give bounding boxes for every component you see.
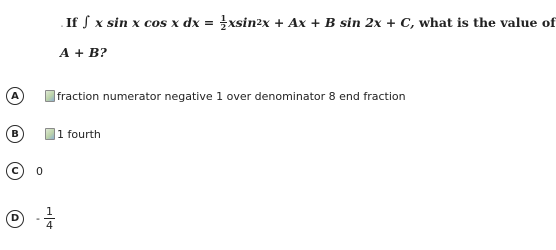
question-if: If bbox=[65, 14, 78, 30]
rhs-term-b: x + Ax + B sin 2x + C, bbox=[262, 14, 415, 30]
question-tail: what is the value of bbox=[418, 14, 556, 30]
half-numerator: 1 bbox=[220, 12, 227, 23]
half-denominator: 2 bbox=[220, 21, 227, 32]
option-a[interactable] bbox=[6, 87, 406, 105]
question-line-1 bbox=[60, 11, 556, 33]
equals-sign: = bbox=[203, 14, 215, 30]
option-d-fraction bbox=[36, 206, 55, 231]
question-lead-dot: . bbox=[60, 14, 64, 30]
option-c-text: 0 bbox=[36, 164, 43, 178]
question-text bbox=[60, 11, 556, 60]
option-b-content bbox=[45, 128, 101, 141]
option-d-denominator: 4 bbox=[45, 219, 53, 232]
integrand: x sin x cos x dx bbox=[95, 14, 200, 30]
option-d-numerator: 1 bbox=[45, 205, 53, 218]
option-d-stack bbox=[44, 206, 55, 231]
rhs-term-a: xsin bbox=[228, 14, 257, 30]
question-line-2: A + B? bbox=[60, 45, 107, 60]
half-fraction bbox=[220, 14, 228, 31]
option-b-alt-text: 1 fourth bbox=[57, 127, 101, 141]
option-c[interactable] bbox=[6, 162, 43, 180]
option-d-letter-circle[interactable]: D bbox=[6, 210, 24, 228]
option-a-content bbox=[45, 90, 406, 103]
rhs-exponent: 2 bbox=[256, 17, 263, 27]
option-b-letter-circle[interactable]: B bbox=[6, 125, 24, 143]
option-a-letter-circle[interactable]: A bbox=[6, 87, 24, 105]
broken-image-icon bbox=[45, 128, 55, 140]
option-b[interactable] bbox=[6, 125, 101, 143]
option-d[interactable] bbox=[6, 206, 55, 231]
option-a-alt-text: fraction numerator negative 1 over denominator 8 end fraction bbox=[57, 89, 406, 103]
option-c-letter-circle[interactable]: C bbox=[6, 162, 24, 180]
broken-image-icon bbox=[45, 90, 55, 102]
integral-sign: ∫ bbox=[82, 14, 90, 30]
option-d-minus: - bbox=[36, 212, 40, 225]
